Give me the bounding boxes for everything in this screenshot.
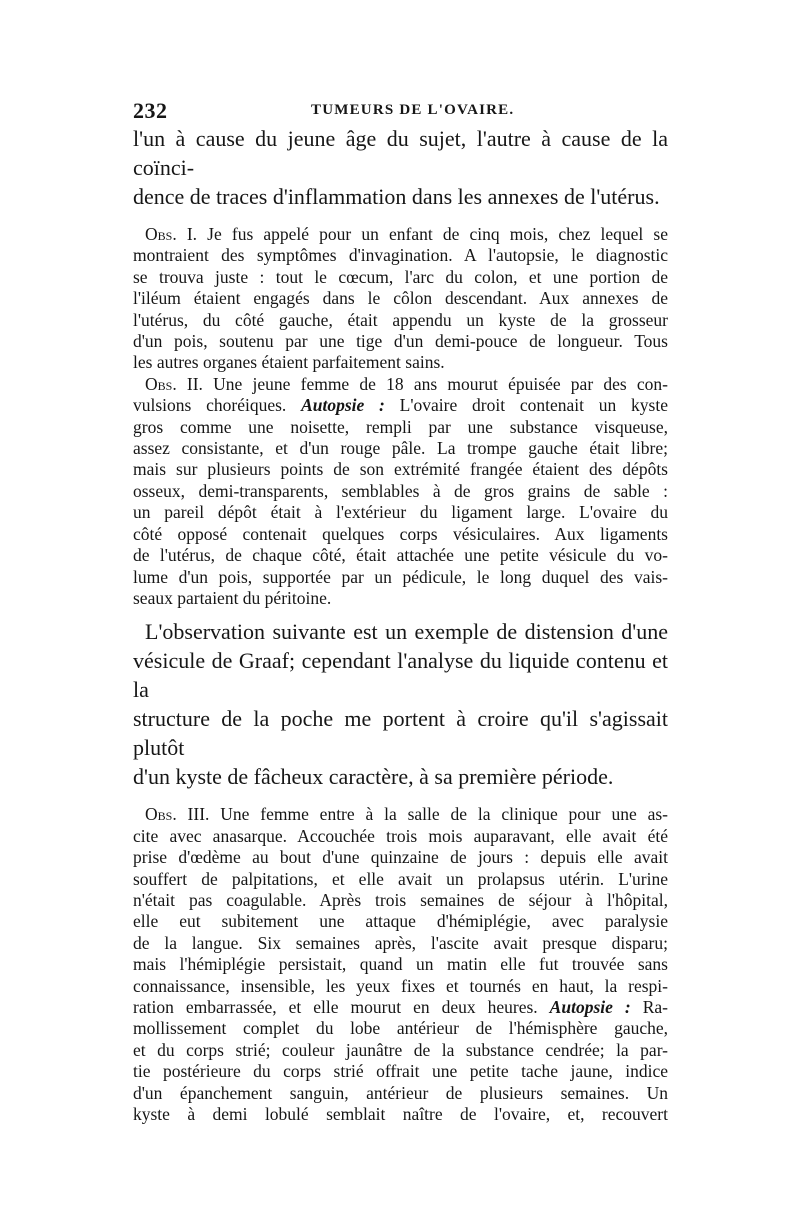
observation-label: Obs. II. — [145, 373, 203, 394]
text-line: structure de la poche me portent à croire qu'il s'agissait plutôt — [133, 706, 668, 761]
text-line: de la langue. Six semaines après, l'ascite avait presque disparu; — [133, 932, 668, 953]
text-line: Obs. I. Je fus appelé pour un enfant de cinq mois, chez lequel se — [145, 224, 668, 244]
text-line: d'un kyste de fâcheux caractère, à sa première période. — [133, 764, 614, 790]
text-line: n'était pas coagulable. Après trois semaines de séjour à l'hôpital, — [133, 889, 668, 910]
text-line: Obs. II. Une jeune femme de 18 ans mourut épuisée par des con- — [145, 373, 668, 394]
text-line: de l'utérus, de chaque côté, était attachée une petite vésicule du vo- — [133, 545, 668, 566]
text-line: kyste à demi lobulé semblait naître de l'ovaire, et, recouvert — [133, 1104, 668, 1124]
text-line: montraient des symptômes d'invagination. A l'autopsie, le diagnostic — [133, 245, 668, 266]
autopsie-label: Autopsie : — [301, 395, 385, 416]
observation-3 — [133, 804, 668, 1125]
observation-2 — [133, 374, 668, 609]
text-line: lume d'un pois, supportée par un pédicule, le long duquel des vais- — [133, 566, 668, 587]
text-line: L'observation suivante est un exemple de distension d'une — [145, 619, 668, 645]
text-line: Obs. III. Une femme entre à la salle de la clinique pour une as- — [145, 804, 668, 825]
text-line: ration embarrassée, et elle mourut en deux heures. Autopsie : Ra- — [133, 996, 668, 1017]
text-line: dence de traces d'inflammation dans les annexes de l'utérus. — [133, 184, 660, 209]
text-line: seaux partaient du péritoine. — [133, 587, 332, 608]
text-line: l'utérus, du côté gauche, était appendu un kyste de la grosseur — [133, 309, 668, 330]
text-line: les autres organes étaient parfaitement sains. — [133, 352, 445, 373]
text-line: vésicule de Graaf; cependant l'analyse du liquide contenu et la — [133, 648, 668, 703]
text-line: d'un pois, soutenu par une tige d'un demi-pouce de longueur. Tous — [133, 331, 668, 352]
page-number: 232 — [133, 98, 168, 123]
text-line: d'un épanchement sanguin, antérieur de plusieurs semaines. Un — [133, 1082, 668, 1103]
text-line: mollissement complet du lobe antérieur de l'hémisphère gauche, — [133, 1018, 668, 1039]
autopsie-label: Autopsie : — [549, 996, 631, 1017]
text-line: l'un à cause du jeune âge du sujet, l'autre à cause de la coïnci- — [133, 126, 668, 180]
text-line: l'iléum étaient engagés dans le côlon descendant. Aux annexes de — [133, 288, 668, 309]
text-line: mais sur plusieurs points de son extrémité frangée étaient des dépôts — [133, 459, 668, 480]
text-line: prise d'œdème au bout d'une quinzaine de jours : depuis elle avait — [133, 847, 668, 868]
text-line: elle eut subitement une attaque d'hémiplégie, avec paralysie — [133, 911, 668, 932]
text-line: un pareil dépôt était à l'extérieur du ligament large. L'ovaire du — [133, 502, 668, 523]
text-line: gros comme une noisette, rempli par une substance visqueuse, — [133, 416, 668, 437]
observation-label: Obs. I. — [145, 224, 198, 244]
text-line: souffert de palpitations, et elle avait un prolapsus utérin. L'urine — [133, 868, 668, 889]
text-line: assez consistante, et d'un rouge pâle. La trompe gauche était libre; — [133, 438, 668, 459]
text-line: osseux, demi-transparents, semblables à de gros grains de sable : — [133, 480, 668, 501]
text-line: côté opposé contenait quelques corps vésiculaires. Aux ligaments — [133, 523, 668, 544]
text-line: vulsions choréiques. Autopsie : L'ovaire droit contenait un kyste — [133, 395, 668, 416]
text-line: tie postérieure du corps strié offrait une petite tache jaune, indice — [133, 1061, 668, 1082]
running-title: TUMEURS DE L'OVAIRE. — [311, 102, 515, 118]
observation-1 — [133, 224, 668, 374]
text-line: cite avec anasarque. Accouchée trois mois auparavant, elle avait été — [133, 825, 668, 846]
text-line: se trouva juste : tout le cœcum, l'arc du colon, et une portion de — [133, 266, 668, 287]
text-line: connaissance, insensible, les yeux fixes et tournés en haut, la respi- — [133, 975, 668, 996]
text-line: mais l'hémiplégie persistait, quand un matin elle fut trouvée sans — [133, 954, 668, 975]
text-line: et du corps strié; couleur jaunâtre de la substance cendrée; la par- — [133, 1039, 668, 1060]
page-body — [133, 124, 668, 1125]
page-header — [133, 98, 668, 124]
main-paragraph — [133, 617, 668, 791]
observation-label: Obs. III. — [145, 804, 210, 825]
intro-paragraph — [133, 124, 668, 211]
